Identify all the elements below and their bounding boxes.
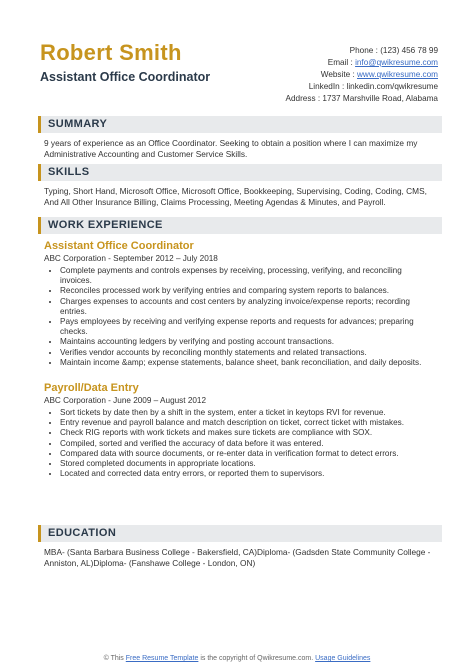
- contact-phone-row: [286, 45, 438, 57]
- summary-text: 9 years of experience as an Office Coordinator. Seeking to obtain a position where I can maximize my Administrative Accounting and Customer Service Skills.: [44, 138, 418, 159]
- contact-address-row: [286, 93, 438, 105]
- linkedin-value: linkedin.com/qwikresume: [346, 82, 438, 91]
- footer-template-link[interactable]: Free Resume Template: [125, 655, 199, 662]
- contact-block: [286, 45, 438, 105]
- experience-section: [38, 217, 442, 479]
- phone-label: Phone :: [349, 46, 378, 55]
- contact-email-row: [286, 57, 438, 69]
- website-label: Website :: [320, 70, 355, 79]
- list-item: • Compiled, sorted and verified the accuracy of data before it was entered.: [60, 439, 432, 449]
- footer-guidelines-link[interactable]: Usage Guidelines: [315, 655, 371, 662]
- job-bullets-2: [60, 408, 442, 479]
- email-label: Email :: [327, 58, 353, 67]
- list-item: • Maintains accounting ledgers by verifying and posting account transactions.: [60, 337, 432, 347]
- summary-heading: SUMMARY: [38, 116, 442, 133]
- skills-heading: SKILLS: [38, 164, 442, 181]
- email-link[interactable]: info@qwikresume.com: [355, 58, 438, 67]
- list-item: • Pays employees by receiving and verifying expense reports and requests for advances; preparing checks.: [60, 317, 432, 337]
- address-value: 1737 Marshville Road, Alabama: [322, 94, 438, 103]
- education-heading: EDUCATION: [38, 525, 442, 542]
- candidate-title: Assistant Office Coordinator: [40, 70, 211, 84]
- website-link[interactable]: www.qwikresume.com: [357, 70, 438, 79]
- list-item: • Stored completed documents in appropriate locations.: [60, 459, 432, 469]
- footer-middle: is the copyright of Qwikresume.com.: [200, 655, 314, 662]
- candidate-name: Robert Smith: [40, 40, 182, 65]
- list-item: • Maintain income &amp; expense statements, balance sheet, bank reconciliation, and daily deposits.: [60, 358, 432, 368]
- list-item: • Charges expenses to accounts and cost centers by analyzing invoice/expense reports; recording entries.: [60, 297, 432, 317]
- job-meta-2: ABC Corporation - June 2009 – August 2012: [44, 396, 207, 406]
- resume-header: [0, 0, 474, 112]
- footer: [0, 655, 474, 662]
- education-section: [38, 525, 442, 568]
- job-bullets-1: [60, 266, 442, 368]
- summary-section: [38, 116, 442, 159]
- list-item: • Sort tickets by date then by a shift in the system, enter a ticket in keytops RVI for revenue.: [60, 408, 432, 418]
- experience-heading: WORK EXPERIENCE: [38, 217, 442, 234]
- education-text: MBA- (Santa Barbara Business College - Bakersfield, CA)Diploma- (Gadsden State Community College - Anniston, AL)Diploma- (Fanshawe College - London, ON): [44, 547, 431, 568]
- list-item: • Entry revenue and payroll balance and match description on ticket, correct ticket with mistakes.: [60, 418, 432, 428]
- job-title-2: Payroll/Data Entry: [44, 382, 139, 395]
- list-item: • Located and corrected data entry errors, or reported them to supervisors.: [60, 469, 432, 479]
- list-item: • Verifies vendor accounts by reconciling monthly statements and related transactions.: [60, 348, 432, 358]
- list-item: • Compared data with source documents, or re-enter data in verification format to detect errors.: [60, 449, 432, 459]
- address-label: Address :: [285, 94, 321, 103]
- skills-text: Typing, Short Hand, Microsoft Office, Microsoft Office, Bookkeeping, Supervising, Coding, Coding, CMS, And All Other Insurance Billing, Claims Processing, Meeting Agendas & Minutes, and Payroll.: [44, 186, 427, 207]
- job-title-1: Assistant Office Coordinator: [44, 240, 194, 252]
- list-item: • Complete payments and controls expenses by receiving, processing, verifying, and reconciling invoices.: [60, 266, 432, 286]
- linkedin-label: LinkedIn :: [308, 82, 345, 91]
- footer-prefix: © This: [103, 655, 124, 662]
- list-item: • Check RIG reports with work tickets and makes sure tickets are compliance with SOX.: [60, 428, 432, 438]
- contact-website-row: [286, 69, 438, 81]
- skills-section: [38, 164, 442, 207]
- contact-linkedin-row: [286, 81, 438, 93]
- list-item: • Reconciles processed work by verifying entries and comparing system reports to balances.: [60, 286, 432, 296]
- job-meta-1: ABC Corporation - September 2012 – July 2018: [44, 254, 218, 263]
- phone-value: (123) 456 78 99: [380, 46, 438, 55]
